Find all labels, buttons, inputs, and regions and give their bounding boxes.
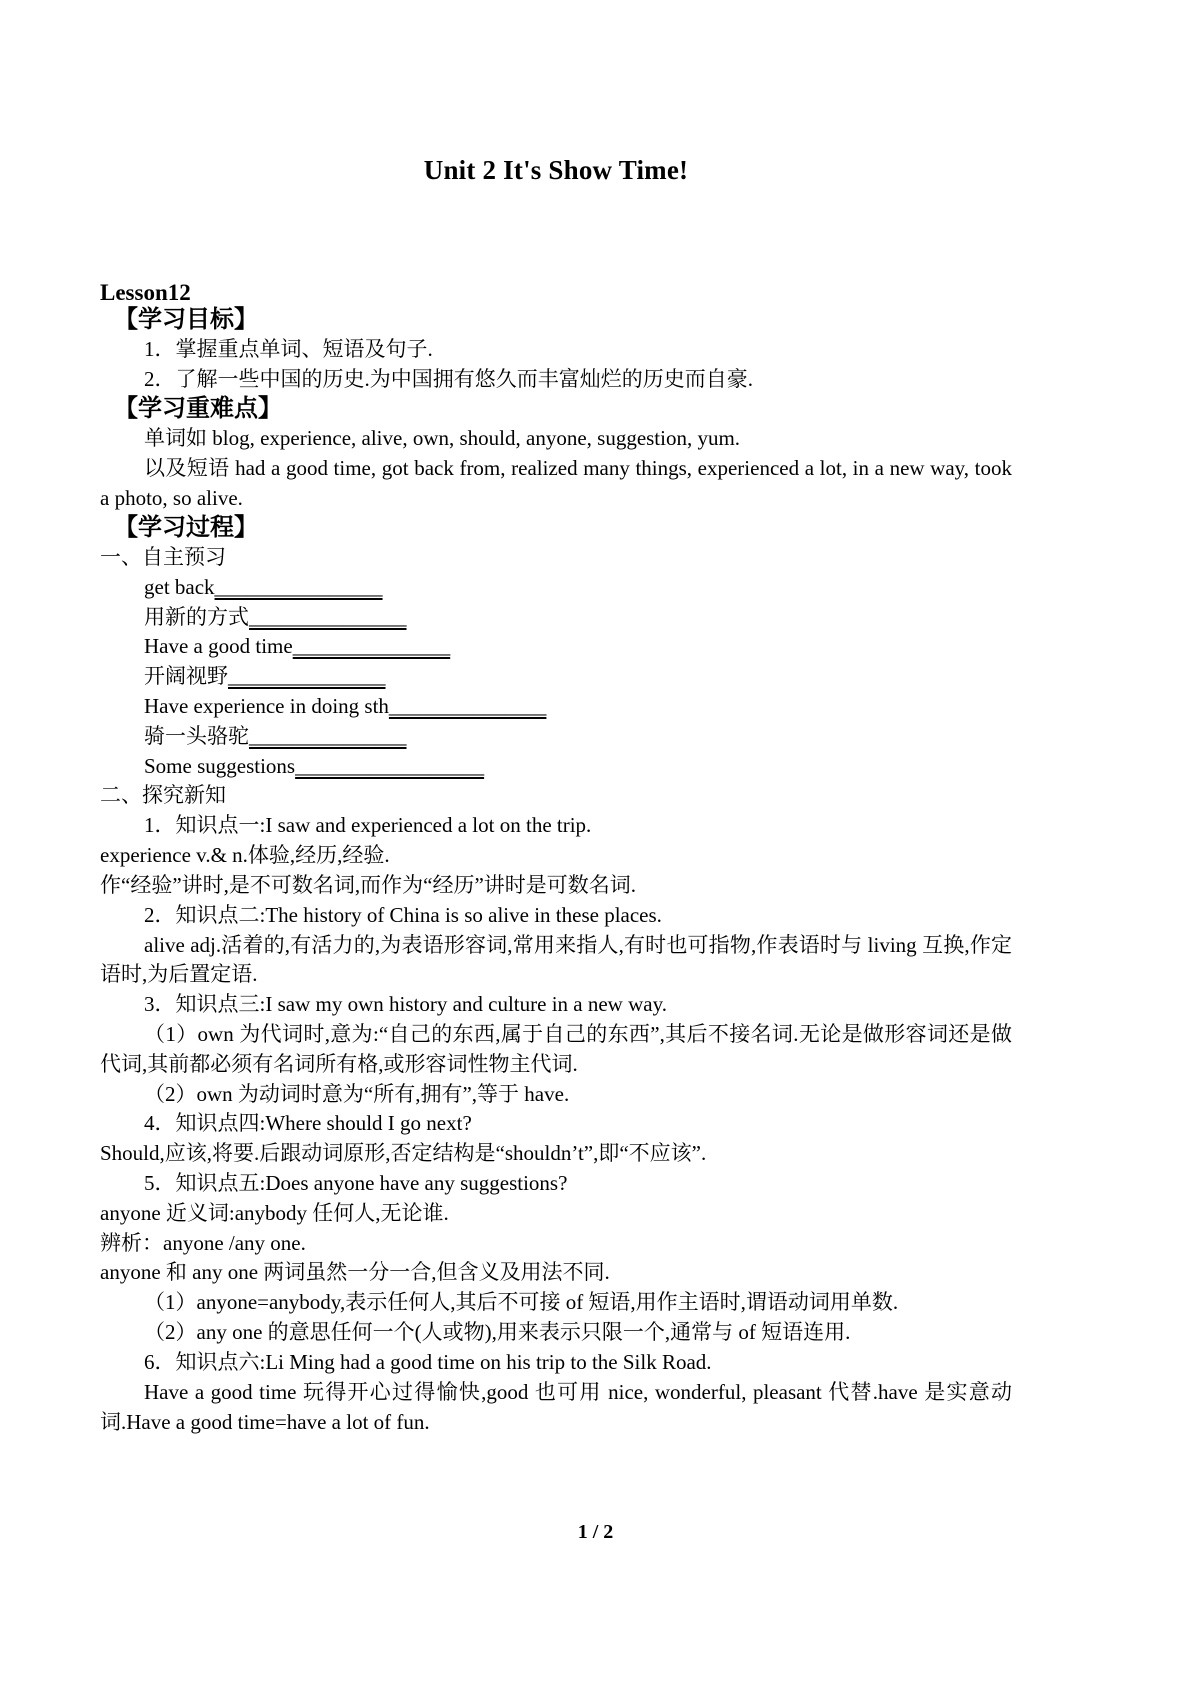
knowledge-point-line: anyone 近义词:anybody 任何人,无论谁. [100,1200,449,1225]
blank-label: 骑一头骆驼 [144,723,249,748]
blank-item [100,632,1012,662]
section-header-objectives: 【学习目标】 [114,307,258,334]
blank-label: Have a good time [144,634,293,659]
blank-rule[interactable]: _______________ [228,664,386,689]
page-title: Unit 2 It's Show Time! [423,155,689,185]
knowledge-point-line: （2）own 为动词时意为“所有,拥有”,等于 have. [144,1081,570,1106]
knowledge-point-line: （1）own 为代词时,意为:“自己的东西,属于自己的东西”,其后不接名词.无论是做形容词还是做代词,其前都必须有名词所有格,或形容词性物主代词. [100,1021,1012,1076]
knowledge-point-line: anyone 和 any one 两词虽然一分一合,但含义及用法不同. [100,1260,610,1285]
blank-rule[interactable]: __________________ [295,753,485,778]
blank-rule[interactable]: _______________ [292,634,451,659]
knowledge-point-title: 5．知识点五:Does anyone have any suggestions? [144,1171,568,1196]
knowledge-point-title: 2．知识点二:The history of China is so alive in these places. [144,902,662,927]
blank-item [100,603,1012,633]
blank-list [100,573,1012,782]
blank-label: 用新的方式 [144,604,249,629]
lesson-heading: Lesson12 [100,280,191,305]
blank-label: Have experience in doing sth [144,694,389,719]
blank-rule[interactable]: _______________ [249,604,407,629]
knowledge-point-line: 辨析：anyone /any one. [100,1230,306,1255]
section-header-key-points: 【学习重难点】 [114,396,282,423]
section-header-process: 【学习过程】 [114,514,258,541]
blank-label: get back [144,574,215,599]
knowledge-point-line: Have a good time 玩得开心过得愉快,good 也可用 nice, wonderful, pleasant 代替.have 是实意动词.Have a good time=have a lot of fun. [100,1379,1012,1434]
knowledge-point-line: Should,应该,将要.后跟动词原形,否定结构是“shouldn’t”,即“不应该”. [100,1141,707,1166]
page-number-footer: 1 / 2 [577,1521,614,1543]
blank-item [100,573,1012,603]
blank-item [100,662,1012,692]
key-points-words: 单词如 blog, experience, alive, own, should, anyone, suggestion, yum. [144,426,741,451]
knowledge-point-line: alive adj.活着的,有活力的,为表语形容词,常用来指人,有时也可指物,作表语时与 living 互换,作定语时,为后置定语. [100,932,1012,987]
objective-item: 1．掌握重点单词、短语及句子. [144,337,433,362]
subsection-explore-new-knowledge: 二、探究新知 [100,783,226,808]
blank-item [100,692,1012,722]
blank-item [100,722,1012,752]
objective-item: 2．了解一些中国的历史.为中国拥有悠久而丰富灿烂的历史而自豪. [144,367,753,392]
knowledge-point-title: 3．知识点三:I saw my own history and culture in a new way. [144,992,667,1017]
knowledge-point-line: 作“经验”讲时,是不可数名词,而作为“经历”讲时是可数名词. [100,872,637,897]
knowledge-point-line: （1）anyone=anybody,表示任何人,其后不可接 of 短语,用作主语时,谓语动词用单数. [144,1290,899,1315]
knowledge-point-title: 6．知识点六:Li Ming had a good time on his trip to the Silk Road. [144,1349,712,1374]
key-points-phrases: 以及短语 had a good time, got back from, realized many things, experienced a lot, in a new way, took a photo, so alive. [100,456,1012,510]
knowledge-point-title: 4．知识点四:Where should I go next? [144,1111,472,1136]
knowledge-point-title: 1．知识点一:I saw and experienced a lot on the trip. [144,813,592,838]
subsection-self-study: 一、自主预习 [100,544,226,569]
knowledge-point-line: （2）any one 的意思任何一个(人或物),用来表示只限一个,通常与 of 短语连用. [144,1320,851,1345]
blank-label: 开阔视野 [144,664,228,689]
blank-item [100,752,1012,782]
document-content [100,0,1012,1437]
knowledge-point-line: experience v.& n.体验,经历,经验. [100,843,390,868]
blank-label: Some suggestions [144,753,296,778]
blank-rule[interactable]: ________________ [214,574,383,599]
blank-rule[interactable]: _______________ [249,723,407,748]
blank-rule[interactable]: _______________ [388,694,547,719]
